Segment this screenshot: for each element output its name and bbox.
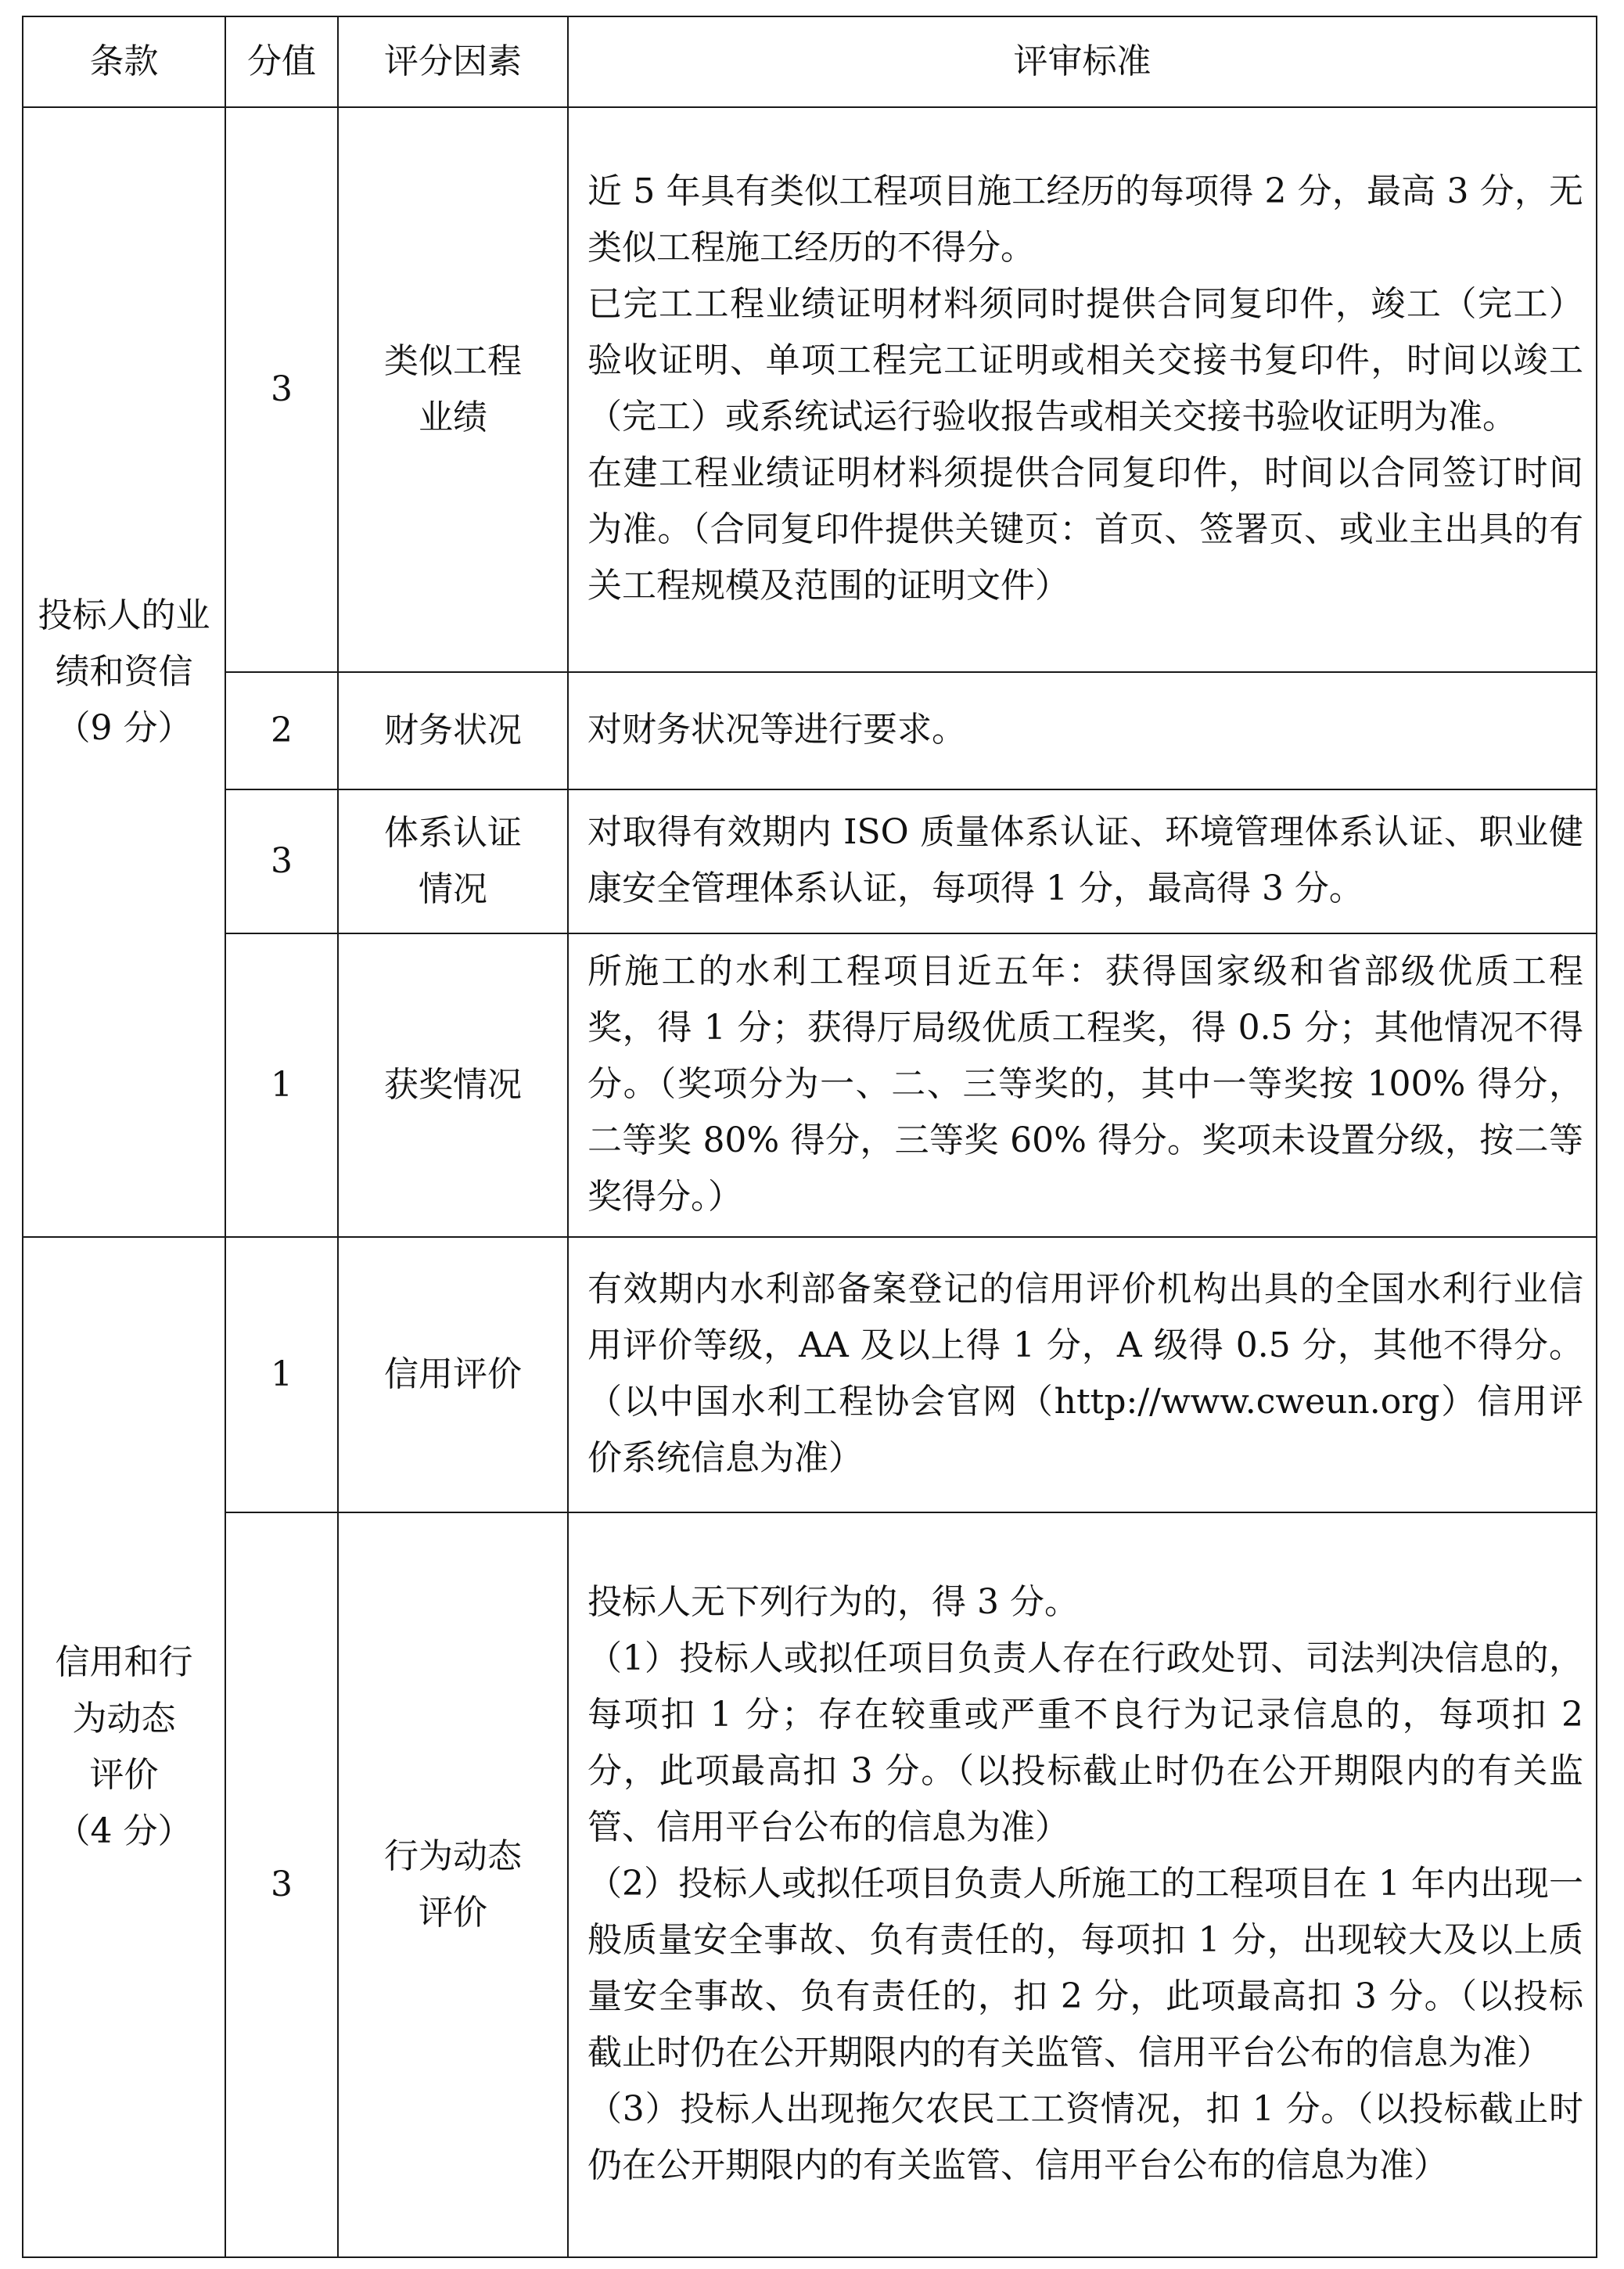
clause-cell: [23, 107, 225, 1237]
score-cell: 1: [225, 1237, 338, 1512]
clause-line: 信用和行: [55, 1642, 193, 1682]
clause-line: 评价: [89, 1755, 159, 1795]
factor-line: 类似工程: [384, 341, 522, 381]
header-criteria: 评审标准: [568, 16, 1597, 107]
factor-line: 财务状况: [384, 710, 522, 750]
criteria-paragraph: （3）投标人出现拖欠农民工工资情况，扣 1 分。（以投标截止时仍在公开期限内的有关监管、信用平台公布的信息为准）: [587, 2089, 1583, 2185]
criteria-cell: [568, 672, 1597, 789]
factor-line: 评价: [419, 1893, 487, 1933]
criteria-cell: [568, 789, 1597, 933]
clause-line: 为动态: [72, 1699, 176, 1739]
factor-cell: [338, 107, 568, 672]
criteria-cell: [568, 933, 1597, 1237]
criteria-paragraph: 投标人无下列行为的，得 3 分。: [587, 1582, 1079, 1622]
table-row: [23, 789, 1597, 933]
factor-line: 情况: [419, 869, 487, 909]
criteria-paragraph: 对财务状况等进行要求。: [587, 710, 966, 750]
criteria-paragraph: 有效期内水利部备案登记的信用评价机构出具的全国水利行业信用评价等级，AA 及以上得 1 分，A 级得 0.5 分，其他不得分。（以中国水利工程协会官网（http://www.cweun.org）信用评价系统信息为准）: [587, 1269, 1583, 1478]
criteria-paragraph: 在建工程业绩证明材料须提供合同复印件，时间以合同签订时间为准。（合同复印件提供关键页：首页、签署页、或业主出具的有关工程规模及范围的证明文件）: [587, 453, 1583, 606]
factor-line: 业绩: [419, 397, 487, 437]
criteria-cell: [568, 107, 1597, 672]
scoring-table: [22, 16, 1597, 2258]
criteria-paragraph: （2）投标人或拟任项目负责人所施工的工程项目在 1 年内出现一般质量安全事故、负有责任的，每项扣 1 分，出现较大及以上质量安全事故、负有责任的，扣 2 分，此项最高扣 3 分。（以投标截止时仍在公开期限内的有关监管、信用平台公布的信息为准）: [587, 1864, 1583, 2073]
header-score: 分值: [225, 16, 338, 107]
factor-line: 行为动态: [384, 1836, 522, 1876]
factor-cell: [338, 672, 568, 789]
score-cell: 3: [225, 789, 338, 933]
factor-line: 信用评价: [384, 1354, 522, 1394]
criteria-paragraph: （1）投标人或拟任项目负责人存在行政处罚、司法判决信息的，每项扣 1 分；存在较重或严重不良行为记录信息的，每项扣 2 分，此项最高扣 3 分。（以投标截止时仍在公开期限内的有关监管、信用平台公布的信息为准）: [587, 1638, 1583, 1847]
table-row: [23, 107, 1597, 672]
factor-cell: [338, 1237, 568, 1512]
score-cell: 2: [225, 672, 338, 789]
table-row: [23, 933, 1597, 1237]
table-row: [23, 1237, 1597, 1512]
score-cell: 3: [225, 1512, 338, 2257]
header-row: [23, 16, 1597, 107]
clause-line: （4 分）: [56, 1811, 192, 1851]
table-row: [23, 672, 1597, 789]
factor-cell: [338, 789, 568, 933]
criteria-paragraph: 已完工工程业绩证明材料须同时提供合同复印件，竣工（完工）验收证明、单项工程完工证明或相关交接书复印件，时间以竣工（完工）或系统试运行验收报告或相关交接书验收证明为准。: [587, 284, 1583, 437]
factor-cell: [338, 1512, 568, 2257]
clause-cell: [23, 1237, 225, 2257]
clause-line: 绩和资信: [55, 652, 193, 692]
criteria-cell: [568, 1237, 1597, 1512]
factor-line: 体系认证: [384, 813, 522, 853]
criteria-cell: [568, 1512, 1597, 2257]
criteria-paragraph: 近 5 年具有类似工程项目施工经历的每项得 2 分，最高 3 分，无类似工程施工经历的不得分。: [587, 171, 1583, 268]
score-cell: 1: [225, 933, 338, 1237]
criteria-paragraph: 对取得有效期内 ISO 质量体系认证、环境管理体系认证、职业健康安全管理体系认证，每项得 1 分，最高得 3 分。: [587, 812, 1583, 908]
header-clause: 条款: [23, 16, 225, 107]
clause-line: 投标人的业: [38, 595, 210, 635]
table-row: [23, 1512, 1597, 2257]
clause-line: （9 分）: [56, 708, 192, 748]
score-cell: 3: [225, 107, 338, 672]
factor-line: 获奖情况: [384, 1065, 522, 1105]
criteria-paragraph: 所施工的水利工程项目近五年：获得国家级和省部级优质工程奖，得 1 分；获得厅局级优质工程奖，得 0.5 分；其他情况不得分。（奖项分为一、二、三等奖的，其中一等奖按 100% 得分，二等奖 80% 得分，三等奖 60% 得分。奖项未设置分级，按二等奖得分。）: [587, 951, 1583, 1217]
header-factor: 评分因素: [338, 16, 568, 107]
factor-cell: [338, 933, 568, 1237]
